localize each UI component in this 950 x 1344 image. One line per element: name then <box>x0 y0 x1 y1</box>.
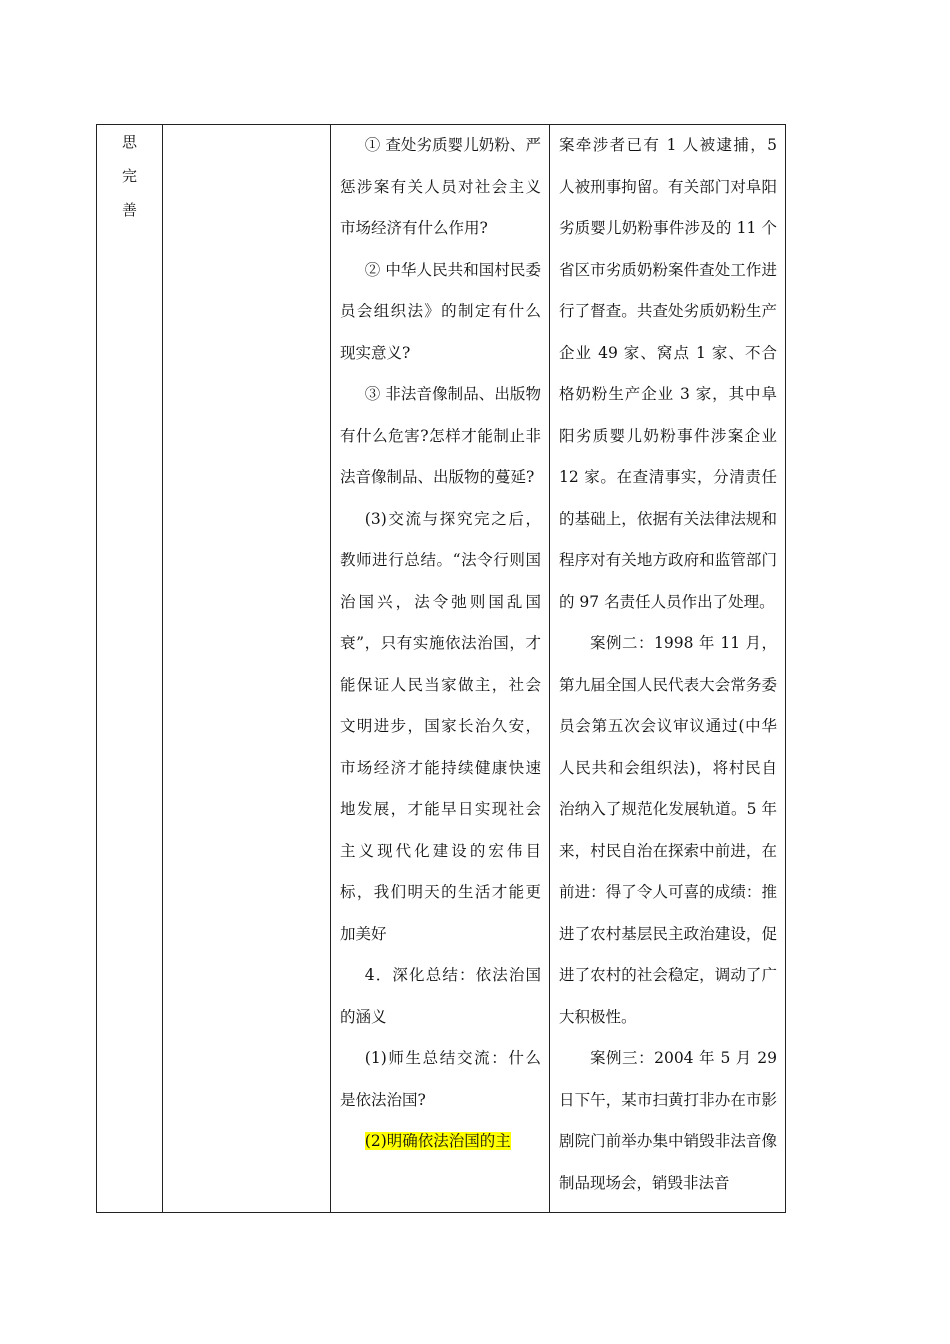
question-3: ③ 非法音像制品、出版物有什么危害?怎样才能制止非法音像制品、出版物的蔓延? <box>340 385 541 486</box>
highlighted-text: (2)明确依法治国的主 <box>364 1132 511 1150</box>
section-label-char: 善 <box>121 201 137 219</box>
teacher-activity-cell <box>331 125 550 1213</box>
discussion-paragraph: (1)师生总结交流：什么是依法治国? <box>340 1049 541 1109</box>
table-row <box>97 125 786 1213</box>
summary-paragraph: (3)交流与探究完之后，教师进行总结。“法令行则国治国兴，法令弛则国乱国衰”，只有实施依法治国，才能保证人民当家做主，社会文明进步，国家长治久安，市场经济才能持续健康快速地发展，才能早日实现社会主义现代化建设的宏伟目标，我们明天的生活才能更加美好 <box>340 509 541 943</box>
deepen-summary-heading: 4．深化总结：依法治国的涵义 <box>340 966 541 1026</box>
empty-cell <box>163 125 331 1213</box>
section-label-cell <box>97 125 163 1213</box>
question-1: ① 查处劣质婴儿奶粉、严惩涉案有关人员对社会主义市场经济有什么作用? <box>340 136 541 237</box>
case-material-cell <box>550 125 786 1213</box>
case-2: 案例二：1998 年 11 月，第九届全国人民代表大会常务委员会第五次会议审议通过(中华人民共和会组织法)，将村民自治纳入了规范化发展轨道。5 年来，村民自治在探索中前进，在前进：得了令人可喜的成绩：推进了农村基层民主政治建设，促进了农村的社会稳定，调动了广大积极性。 <box>559 634 777 1026</box>
lesson-table <box>96 124 786 1213</box>
section-label-char: 完 <box>121 167 137 185</box>
section-label-char: 思 <box>121 133 137 151</box>
case-1-continued: 案牵涉者已有 1 人被逮捕，5 人被刑事拘留。有关部门对阜阳劣质婴儿奶粉事件涉及的 11 个省区市劣质奶粉案件查处工作进行了督查。共查处劣质奶粉生产企业 49 家、窝点 1 家、不合格奶粉生产企业 3 家，其中阜阳劣质婴儿奶粉事件涉案企业 12 家。在查清事实，分清责任的基础上，依据有关法律法规和程序对有关地方政府和监管部门的 97 名责任人员作出了处理。 <box>559 136 777 611</box>
question-2: ② 中华人民共和国村民委员会组织法》的制定有什么现实意义? <box>340 260 541 362</box>
case-3: 案例三：2004 年 5 月 29 日下午，某市扫黄打非办在市影剧院门前举办集中销毁非法音像制品现场会，销毁非法音 <box>559 1049 777 1192</box>
